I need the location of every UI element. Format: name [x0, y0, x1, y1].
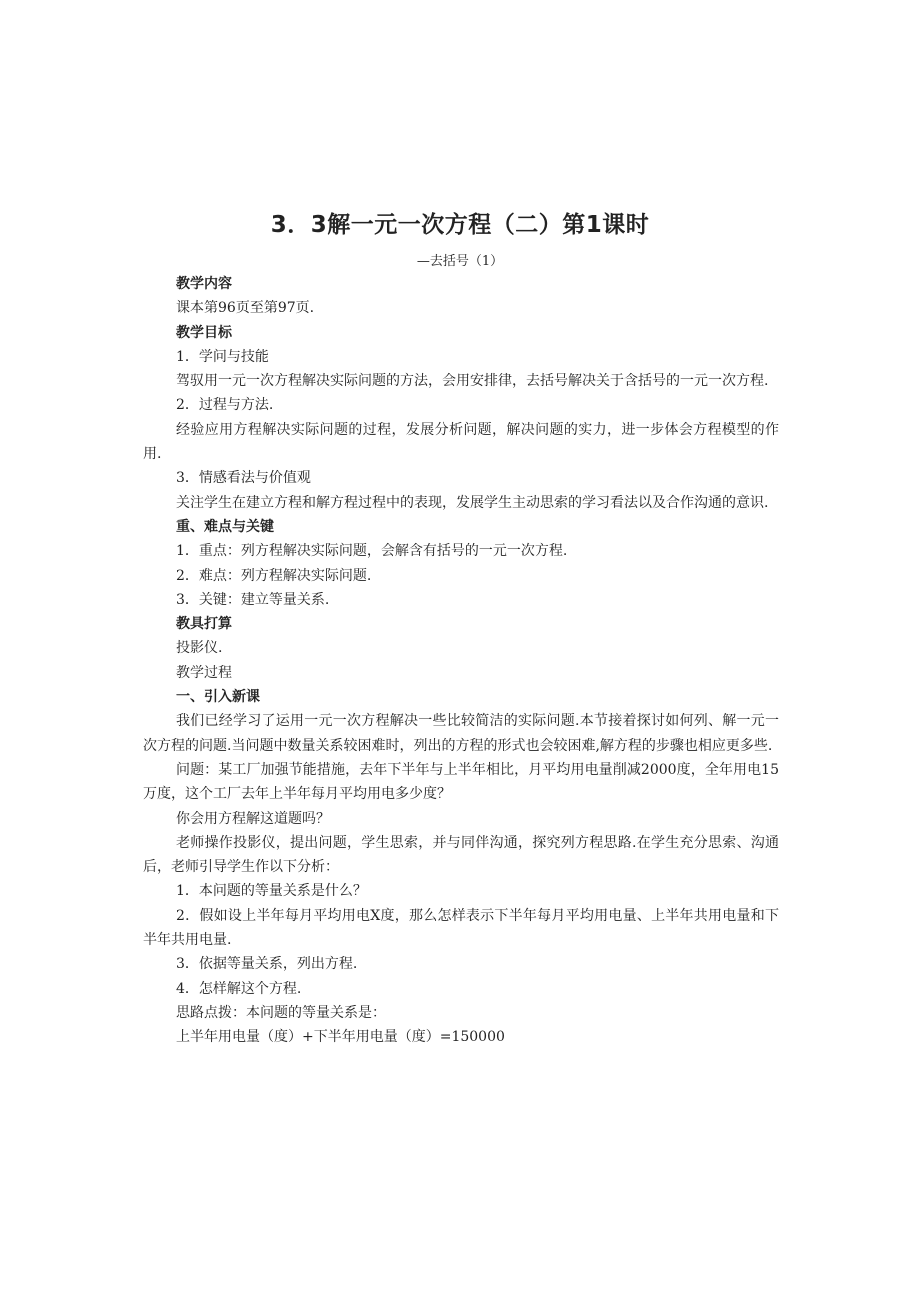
- goal1-title: 1．学问与技能: [176, 348, 269, 365]
- intro-paragraph: 我们已经学习了运用一元一次方程解决一些比较简洁的实际问题.本节接着探讨如何列、解一元一次方程的问题.当问题中数量关系较困难时，列出的方程的形式也会较困难,解方程的步骤也相应更多些.: [143, 713, 779, 754]
- teacher-paragraph: 老师操作投影仪，提出问题，学生思索，并与同伴沟通，探究列方程思路.在学生充分思索、沟通后，老师引导学生作以下分析：: [143, 834, 779, 876]
- key-point-2: 2．难点：列方程解决实际问题.: [176, 567, 372, 584]
- heading-tools: 教具打算: [176, 616, 232, 633]
- goal3-title: 3．情感看法与价值观: [176, 470, 311, 487]
- analysis-item-2: 2．假如设上半年每月平均用电X度，那么怎样表示下半年每月平均用电量、上半年共用电量和下半年共用电量.: [143, 907, 779, 949]
- heading-key-points: 重、难点与关键: [176, 518, 274, 535]
- key-point-3: 3．关键：建立等量关系.: [176, 591, 330, 608]
- heading-teaching-content: 教学内容: [176, 276, 232, 292]
- goal2-text: 经验应用方程解决实际问题的过程，发展分析问题，解决问题的实力，进一步体会方程模型的作用.: [143, 421, 779, 463]
- question-paragraph: 你会用方程解这道题吗？: [176, 810, 330, 827]
- lesson-title: 3．3解一元一次方程（二）第1课时: [270, 212, 650, 238]
- hint-paragraph: 思路点拨：本问题的等量关系是：: [176, 1004, 386, 1021]
- lesson-subtitle: —去括号（1）: [416, 254, 504, 269]
- equation-line: 上半年用电量（度）+下半年用电量（度）=150000: [176, 1029, 505, 1046]
- analysis-item-1: 1．本问题的等量关系是什么？: [176, 883, 367, 900]
- problem-paragraph: 问题：某工厂加强节能措施，去年下半年与上半年相比，月平均用电量削减2000度，全年用电15万度，这个工厂去年上半年每月平均用电多少度？: [143, 761, 779, 803]
- heading-intro: 一、引入新课: [176, 689, 260, 706]
- key-point-1: 1．重点：列方程解决实际问题，会解含有括号的一元一次方程.: [176, 543, 568, 560]
- goal3-text: 关注学生在建立方程和解方程过程中的表现，发展学生主动思索的学习看法以及合作沟通的意识.: [176, 494, 769, 511]
- heading-teaching-goals: 教学目标: [176, 324, 232, 341]
- tools-text: 投影仪.: [176, 640, 223, 657]
- analysis-item-4: 4．怎样解这个方程.: [176, 980, 302, 997]
- lesson-body: [143, 272, 779, 1050]
- textbook-pages: 课本第96页至第97页.: [176, 300, 315, 317]
- goal1-text: 驾驭用一元一次方程解决实际问题的方法，会用安排律，去括号解决关于含括号的一元一次方程.: [176, 373, 769, 390]
- goal2-title: 2．过程与方法.: [176, 397, 274, 414]
- analysis-item-3: 3．依据等量关系，列出方程.: [176, 956, 358, 973]
- process-label: 教学过程: [176, 664, 232, 681]
